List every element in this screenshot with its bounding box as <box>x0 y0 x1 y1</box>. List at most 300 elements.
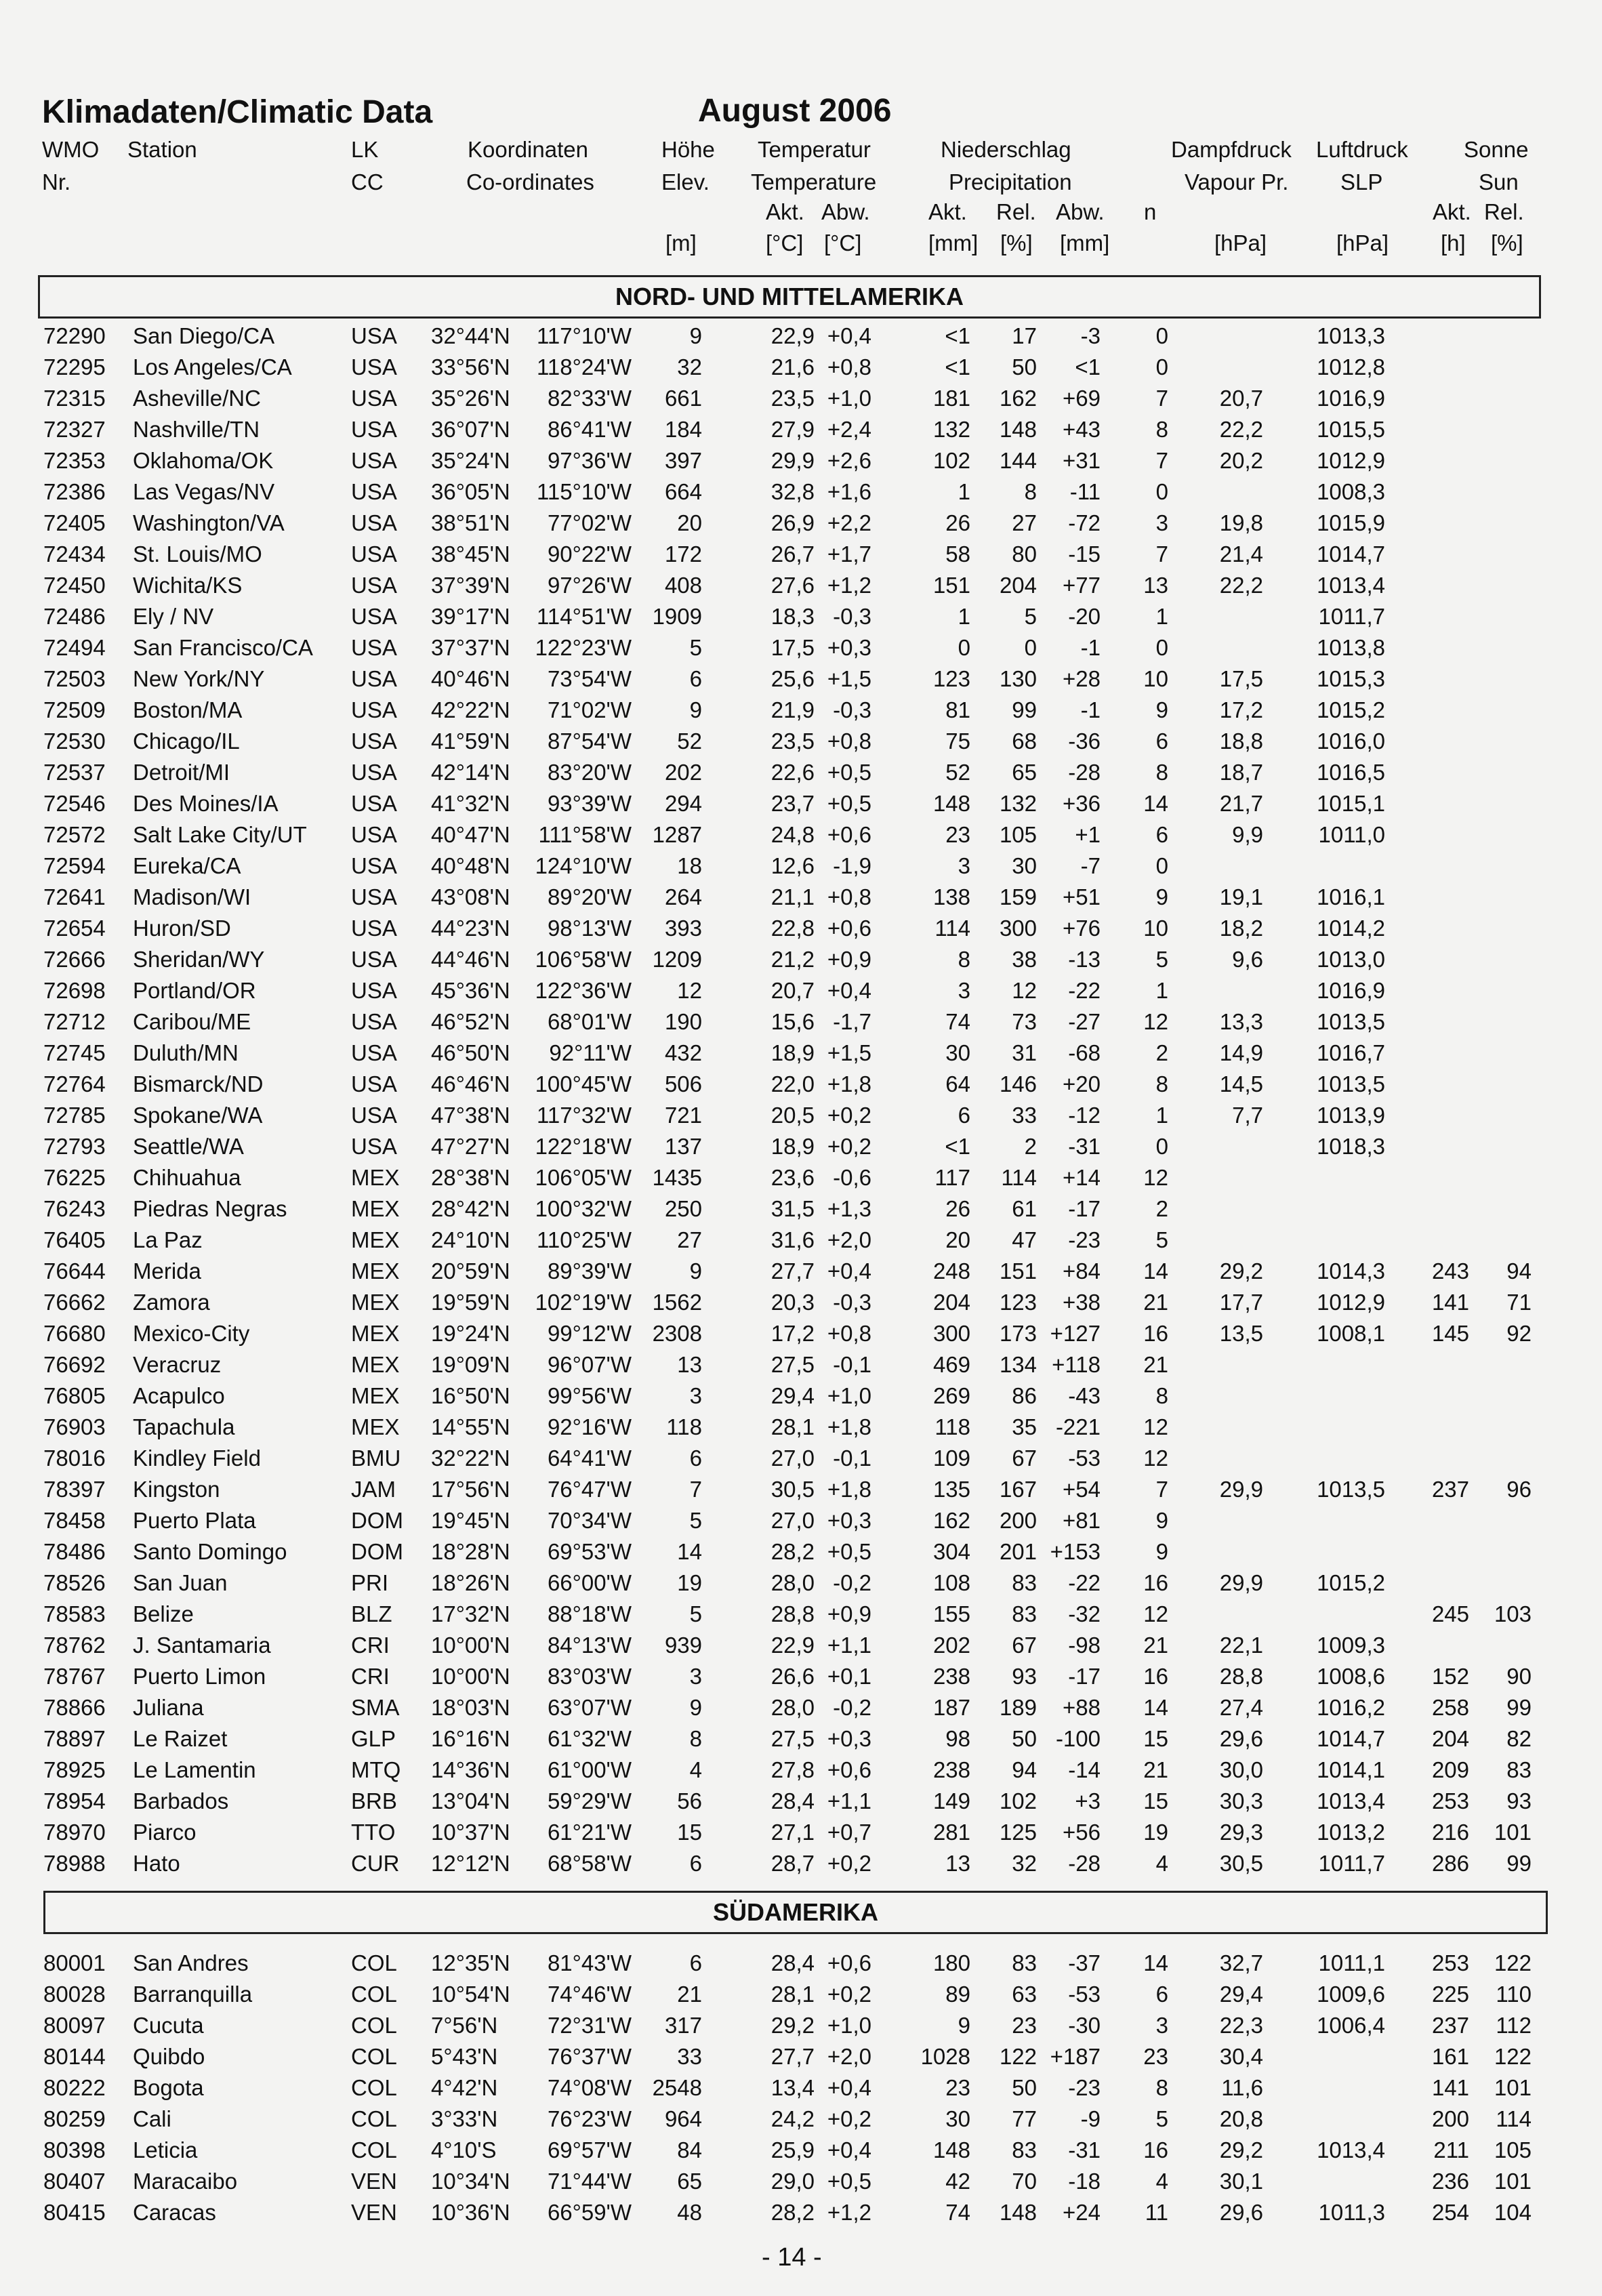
temp-actual: 18,9 <box>771 1134 815 1159</box>
precip-anomaly: +118 <box>1052 1352 1101 1377</box>
sunshine-relative: 82 <box>1506 1726 1532 1751</box>
sea-level-pressure: 1014,2 <box>1317 916 1385 941</box>
temp-anomaly: +0,5 <box>827 760 871 785</box>
wmo-number: 78486 <box>43 1539 106 1564</box>
precip-anomaly: -22 <box>1068 1570 1101 1595</box>
table-row <box>0 1412 1602 1443</box>
sea-level-pressure: 1014,7 <box>1317 541 1385 567</box>
longitude: 111°58'W <box>538 822 632 847</box>
temp-anomaly: -0,1 <box>833 1352 871 1377</box>
latitude: 41°59'N <box>431 729 510 754</box>
vapour-pressure: 18,2 <box>1219 916 1263 941</box>
vapour-pressure: 17,5 <box>1219 666 1263 691</box>
station-name: J. Santamaria <box>133 1633 271 1658</box>
latitude: 10°37'N <box>431 1820 510 1845</box>
precip-actual: 123 <box>932 666 970 691</box>
precip-anomaly: +69 <box>1063 386 1101 411</box>
station-name: Washington/VA <box>133 510 285 535</box>
table-row <box>0 632 1602 663</box>
country-code: USA <box>351 604 397 629</box>
precip-days: 12 <box>1143 1446 1168 1471</box>
precip-days: 21 <box>1143 1633 1168 1658</box>
longitude: 74°08'W <box>547 2075 632 2100</box>
sea-level-pressure: 1018,3 <box>1317 1134 1385 1159</box>
precip-actual: 1 <box>958 604 970 629</box>
precip-actual: 13 <box>945 1851 970 1876</box>
country-code: USA <box>351 853 397 878</box>
precip-relative: 130 <box>999 666 1037 691</box>
station-name: Wichita/KS <box>133 573 243 598</box>
latitude: 32°22'N <box>431 1446 510 1471</box>
temp-anomaly: +1,5 <box>827 1040 871 1065</box>
elevation: 408 <box>664 573 702 598</box>
sea-level-pressure: 1016,9 <box>1317 978 1385 1003</box>
vapour-pressure: 13,3 <box>1219 1009 1263 1034</box>
precip-days: 0 <box>1155 323 1168 348</box>
table-row <box>0 1069 1602 1100</box>
header-lk: LK <box>351 137 379 162</box>
temp-anomaly: +0,2 <box>827 1134 871 1159</box>
country-code: USA <box>351 479 397 504</box>
sea-level-pressure: 1009,3 <box>1317 1633 1385 1658</box>
header-temperature: Temperature <box>751 169 877 194</box>
elevation: 19 <box>677 1570 702 1595</box>
header-sun-akt: Akt. <box>1433 199 1471 224</box>
elevation: 9 <box>689 697 702 722</box>
precip-anomaly: -100 <box>1055 1726 1101 1751</box>
precip-anomaly: +187 <box>1050 2044 1101 2069</box>
vapour-pressure: 22,2 <box>1219 573 1263 598</box>
temp-anomaly: +1,2 <box>827 573 871 598</box>
longitude: 61°00'W <box>547 1757 632 1782</box>
temp-anomaly: +0,8 <box>827 1321 871 1346</box>
longitude: 71°44'W <box>547 2169 632 2194</box>
sunshine-hours: 243 <box>1431 1258 1469 1284</box>
precip-anomaly: -28 <box>1068 760 1101 785</box>
sunshine-relative: 99 <box>1506 1695 1532 1720</box>
vapour-pressure: 29,6 <box>1219 1726 1263 1751</box>
country-code: USA <box>351 697 397 722</box>
temp-anomaly: +1,8 <box>827 1414 871 1439</box>
station-name: Cali <box>133 2106 171 2131</box>
elevation: 137 <box>664 1134 702 1159</box>
temp-anomaly: +1,7 <box>827 541 871 567</box>
precip-days: 21 <box>1143 1352 1168 1377</box>
header-niederschlag: Niederschlag <box>941 137 1071 162</box>
precip-anomaly: -32 <box>1068 1601 1101 1626</box>
temp-actual: 27,9 <box>771 417 815 442</box>
wmo-number: 78970 <box>43 1820 106 1845</box>
precip-actual: 42 <box>945 2169 970 2194</box>
wmo-number: 72530 <box>43 729 106 754</box>
precip-relative: 122 <box>999 2044 1037 2069</box>
country-code: USA <box>351 1134 397 1159</box>
precip-actual: 8 <box>958 947 970 972</box>
latitude: 46°52'N <box>431 1009 510 1034</box>
temp-anomaly: +0,4 <box>827 323 871 348</box>
temp-anomaly: -1,7 <box>833 1009 871 1034</box>
country-code: USA <box>351 1071 397 1096</box>
country-code: USA <box>351 1009 397 1034</box>
table-row <box>0 975 1602 1006</box>
sea-level-pressure: 1014,7 <box>1317 1726 1385 1751</box>
temp-anomaly: +0,2 <box>827 1103 871 1128</box>
vapour-pressure: 30,1 <box>1219 2169 1263 2194</box>
wmo-number: 76662 <box>43 1290 106 1315</box>
precip-days: 6 <box>1155 729 1168 754</box>
temp-actual: 29,2 <box>771 2013 815 2038</box>
wmo-number: 78767 <box>43 1664 106 1689</box>
header-wmo: WMO <box>42 137 100 162</box>
precip-relative: 17 <box>1012 323 1037 348</box>
precip-anomaly: +3 <box>1075 1788 1101 1813</box>
precip-relative: 83 <box>1012 2137 1037 2162</box>
precip-relative: 132 <box>999 791 1037 816</box>
temp-anomaly: +0,3 <box>827 1508 871 1533</box>
country-code: DOM <box>351 1539 403 1564</box>
header-temperatur: Temperatur <box>758 137 871 162</box>
sea-level-pressure: 1013,8 <box>1317 635 1385 660</box>
longitude: 77°02'W <box>547 510 632 535</box>
precip-relative: 50 <box>1012 354 1037 380</box>
precip-actual: <1 <box>945 354 970 380</box>
wmo-number: 72295 <box>43 354 106 380</box>
table-row <box>0 2197 1602 2228</box>
table-row <box>0 1318 1602 1349</box>
precip-anomaly: +153 <box>1050 1539 1101 1564</box>
country-code: USA <box>351 884 397 909</box>
precip-days: 19 <box>1143 1820 1168 1845</box>
table-row <box>0 1100 1602 1131</box>
precip-anomaly: -53 <box>1068 1446 1101 1471</box>
longitude: 122°23'W <box>535 635 632 660</box>
vapour-pressure: 14,5 <box>1219 1071 1263 1096</box>
wmo-number: 76644 <box>43 1258 106 1284</box>
elevation: 48 <box>677 2200 702 2225</box>
precip-anomaly: -11 <box>1069 479 1101 504</box>
precip-relative: 102 <box>999 1788 1037 1813</box>
temp-actual: 20,3 <box>771 1290 815 1315</box>
precip-days: 23 <box>1143 2044 1168 2069</box>
temp-anomaly: +0,4 <box>827 1258 871 1284</box>
temp-actual: 29,9 <box>771 448 815 473</box>
vapour-pressure: 29,2 <box>1219 1258 1263 1284</box>
sunshine-hours: 286 <box>1431 1851 1469 1876</box>
temp-anomaly: +1,6 <box>827 479 871 504</box>
wmo-number: 72290 <box>43 323 106 348</box>
precip-actual: 30 <box>945 1040 970 1065</box>
vapour-pressure: 19,8 <box>1219 510 1263 535</box>
header-unit-sun-pct: [%] <box>1491 230 1523 255</box>
sea-level-pressure: 1013,2 <box>1317 1820 1385 1845</box>
latitude: 19°09'N <box>431 1352 510 1377</box>
elevation: 317 <box>664 2013 702 2038</box>
sunshine-hours: 253 <box>1431 1788 1469 1813</box>
station-name: Spokane/WA <box>133 1103 263 1128</box>
precip-relative: 68 <box>1012 729 1037 754</box>
precip-relative: 50 <box>1012 2075 1037 2100</box>
table-north-central-america <box>0 321 1602 1879</box>
temp-actual: 25,6 <box>771 666 815 691</box>
precip-actual: 269 <box>932 1383 970 1408</box>
vapour-pressure: 30,3 <box>1219 1788 1263 1813</box>
precip-actual: 149 <box>932 1788 970 1813</box>
latitude: 12°12'N <box>431 1851 510 1876</box>
sea-level-pressure: 1013,4 <box>1317 2137 1385 2162</box>
station-name: Acapulco <box>133 1383 225 1408</box>
precip-actual: 75 <box>945 729 970 754</box>
temp-anomaly: -0,6 <box>833 1165 871 1190</box>
table-row <box>0 1193 1602 1225</box>
header-unit-pct: [%] <box>1000 230 1033 255</box>
longitude: 106°58'W <box>535 947 632 972</box>
wmo-number: 78458 <box>43 1508 106 1533</box>
longitude: 72°31'W <box>547 2013 632 2038</box>
wmo-number: 76225 <box>43 1165 106 1190</box>
temp-actual: 28,1 <box>771 1982 815 2007</box>
country-code: MEX <box>351 1383 400 1408</box>
station-name: Huron/SD <box>133 916 231 941</box>
table-row <box>0 913 1602 944</box>
temp-actual: 24,8 <box>771 822 815 847</box>
latitude: 47°38'N <box>431 1103 510 1128</box>
sea-level-pressure: 1012,8 <box>1317 354 1385 380</box>
temp-anomaly: +2,6 <box>827 448 871 473</box>
latitude: 18°03'N <box>431 1695 510 1720</box>
precip-days: 9 <box>1155 697 1168 722</box>
precip-actual: 238 <box>932 1757 970 1782</box>
precip-actual: 180 <box>932 1950 970 1975</box>
table-row <box>0 2010 1602 2041</box>
precip-anomaly: -14 <box>1068 1757 1101 1782</box>
header-prec-abw: Abw. <box>1056 199 1105 224</box>
precip-relative: 50 <box>1012 1726 1037 1751</box>
latitude: 39°17'N <box>431 604 510 629</box>
precip-actual: 187 <box>932 1695 970 1720</box>
sunshine-hours: 253 <box>1431 1950 1469 1975</box>
header-temp-abw: Abw. <box>821 199 870 224</box>
precip-relative: 201 <box>999 1539 1037 1564</box>
vapour-pressure: 7,7 <box>1232 1103 1263 1128</box>
station-name: Chihuahua <box>133 1165 241 1190</box>
temp-anomaly: +0,4 <box>827 2075 871 2100</box>
elevation: 4 <box>689 1757 702 1782</box>
latitude: 14°36'N <box>431 1757 510 1782</box>
precip-anomaly: <1 <box>1075 354 1101 380</box>
precip-days: 8 <box>1155 1383 1168 1408</box>
country-code: COL <box>351 2106 397 2131</box>
precip-days: 14 <box>1143 1258 1168 1284</box>
precip-anomaly: +24 <box>1063 2200 1101 2225</box>
country-code: USA <box>351 386 397 411</box>
temp-anomaly: +1,1 <box>827 1633 871 1658</box>
sunshine-relative: 101 <box>1494 2169 1532 2194</box>
longitude: 88°18'W <box>547 1601 632 1626</box>
table-row <box>0 1443 1602 1474</box>
longitude: 68°58'W <box>547 1851 632 1876</box>
elevation: 202 <box>664 760 702 785</box>
precip-days: 12 <box>1143 1601 1168 1626</box>
precip-days: 0 <box>1155 853 1168 878</box>
page-title: Klimadaten/Climatic Data <box>42 94 433 130</box>
temp-actual: 20,7 <box>771 978 815 1003</box>
temp-anomaly: +2,0 <box>827 2044 871 2069</box>
latitude: 14°55'N <box>431 1414 510 1439</box>
station-name: Piedras Negras <box>133 1196 287 1221</box>
precip-anomaly: -31 <box>1068 1134 1101 1159</box>
wmo-number: 72572 <box>43 822 106 847</box>
elevation: 84 <box>677 2137 702 2162</box>
longitude: 64°41'W <box>547 1446 632 1471</box>
sunshine-relative: 103 <box>1494 1601 1532 1626</box>
precip-relative: 27 <box>1012 510 1037 535</box>
station-name: Sheridan/WY <box>133 947 265 972</box>
precip-days: 11 <box>1145 2200 1168 2225</box>
vapour-pressure: 29,2 <box>1219 2137 1263 2162</box>
sea-level-pressure: 1008,1 <box>1317 1321 1385 1346</box>
station-name: Le Lamentin <box>133 1757 256 1782</box>
temp-anomaly: +0,5 <box>827 1539 871 1564</box>
longitude: 117°10'W <box>537 323 632 348</box>
temp-actual: 31,5 <box>771 1196 815 1221</box>
precip-anomaly: +127 <box>1050 1321 1101 1346</box>
latitude: 42°22'N <box>431 697 510 722</box>
precip-actual: 281 <box>932 1820 970 1845</box>
latitude: 28°38'N <box>431 1165 510 1190</box>
elevation: 65 <box>677 2169 702 2194</box>
table-row <box>0 570 1602 601</box>
longitude: 59°29'W <box>547 1788 632 1813</box>
station-name: Veracruz <box>133 1352 222 1377</box>
country-code: MEX <box>351 1321 400 1346</box>
temp-actual: 29,4 <box>771 1383 815 1408</box>
longitude: 97°36'W <box>547 448 632 473</box>
temp-anomaly: +2,2 <box>827 510 871 535</box>
precip-days: 7 <box>1155 1477 1168 1502</box>
table-row <box>0 1380 1602 1412</box>
sea-level-pressure: 1014,1 <box>1317 1757 1385 1782</box>
precip-actual: 148 <box>932 2137 970 2162</box>
sea-level-pressure: 1013,4 <box>1317 573 1385 598</box>
elevation: 21 <box>677 1982 702 2007</box>
precip-relative: 148 <box>999 417 1037 442</box>
temp-anomaly: +0,5 <box>827 791 871 816</box>
precip-actual: 181 <box>932 386 970 411</box>
precip-anomaly: -13 <box>1068 947 1101 972</box>
precip-days: 0 <box>1155 354 1168 380</box>
longitude: 100°32'W <box>535 1196 632 1221</box>
elevation: 6 <box>689 1446 702 1471</box>
sea-level-pressure: 1013,3 <box>1317 323 1385 348</box>
report-month: August 2006 <box>698 93 892 129</box>
station-name: Des Moines/IA <box>133 791 279 816</box>
elevation: 184 <box>664 417 702 442</box>
longitude: 69°53'W <box>547 1539 632 1564</box>
latitude: 36°05'N <box>431 479 510 504</box>
table-row <box>0 1848 1602 1879</box>
elevation: 27 <box>677 1227 702 1252</box>
precip-actual: 1 <box>958 479 970 504</box>
country-code: USA <box>351 323 397 348</box>
latitude: 42°14'N <box>431 760 510 785</box>
sunshine-hours: 141 <box>1431 2075 1469 2100</box>
sunshine-relative: 101 <box>1494 1820 1532 1845</box>
longitude: 66°00'W <box>547 1570 632 1595</box>
country-code: USA <box>351 760 397 785</box>
precip-relative: 8 <box>1024 479 1037 504</box>
station-name: Detroit/MI <box>133 760 230 785</box>
sea-level-pressure: 1015,2 <box>1317 1570 1385 1595</box>
latitude: 3°33'N <box>431 2106 498 2131</box>
latitude: 40°46'N <box>431 666 510 691</box>
precip-relative: 38 <box>1012 947 1037 972</box>
temp-anomaly: +2,0 <box>827 1227 871 1252</box>
temp-anomaly: +1,8 <box>827 1477 871 1502</box>
precip-actual: 138 <box>932 884 970 909</box>
elevation: 1435 <box>652 1165 702 1190</box>
precip-relative: 70 <box>1012 2169 1037 2194</box>
precip-anomaly: +20 <box>1063 1071 1101 1096</box>
wmo-number: 76903 <box>43 1414 106 1439</box>
sea-level-pressure: 1009,6 <box>1317 1982 1385 2007</box>
precip-anomaly: -12 <box>1068 1103 1101 1128</box>
precip-actual: 52 <box>945 760 970 785</box>
sea-level-pressure: 1015,3 <box>1317 666 1385 691</box>
latitude: 46°46'N <box>431 1071 510 1096</box>
elevation: 2548 <box>652 2075 702 2100</box>
sunshine-hours: 161 <box>1431 2044 1469 2069</box>
wmo-number: 78954 <box>43 1788 106 1813</box>
vapour-pressure: 11,6 <box>1221 2075 1263 2100</box>
precip-actual: 74 <box>945 1009 970 1034</box>
latitude: 43°08'N <box>431 884 510 909</box>
latitude: 45°36'N <box>431 978 510 1003</box>
sunshine-relative: 96 <box>1506 1477 1532 1502</box>
precip-actual: 6 <box>958 1103 970 1128</box>
longitude: 61°32'W <box>547 1726 632 1751</box>
country-code: USA <box>351 791 397 816</box>
wmo-number: 78583 <box>43 1601 106 1626</box>
temp-actual: 27,8 <box>771 1757 815 1782</box>
table-row <box>0 757 1602 788</box>
temp-anomaly: +0,2 <box>827 1982 871 2007</box>
table-row <box>0 1038 1602 1069</box>
temp-actual: 17,2 <box>771 1321 815 1346</box>
precip-days: 8 <box>1155 1071 1168 1096</box>
vapour-pressure: 17,2 <box>1219 697 1263 722</box>
precip-anomaly: -3 <box>1080 323 1101 348</box>
precip-relative: 5 <box>1024 604 1037 629</box>
wmo-number: 72698 <box>43 978 106 1003</box>
vapour-pressure: 21,4 <box>1219 541 1263 567</box>
sunshine-relative: 101 <box>1494 2075 1532 2100</box>
sea-level-pressure: 1013,5 <box>1317 1477 1385 1502</box>
longitude: 89°39'W <box>547 1258 632 1284</box>
elevation: 393 <box>664 916 702 941</box>
elevation: 506 <box>664 1071 702 1096</box>
wmo-number: 72546 <box>43 791 106 816</box>
longitude: 118°24'W <box>537 354 632 380</box>
sunshine-hours: 200 <box>1431 2106 1469 2131</box>
precip-actual: 0 <box>958 635 970 660</box>
sea-level-pressure: 1011,3 <box>1318 2200 1385 2225</box>
temp-actual: 21,2 <box>771 947 815 972</box>
table-row <box>0 1755 1602 1786</box>
longitude: 89°20'W <box>547 884 632 909</box>
temp-anomaly: +0,7 <box>827 1820 871 1845</box>
precip-anomaly: -20 <box>1068 604 1101 629</box>
temp-anomaly: +0,4 <box>827 2137 871 2162</box>
